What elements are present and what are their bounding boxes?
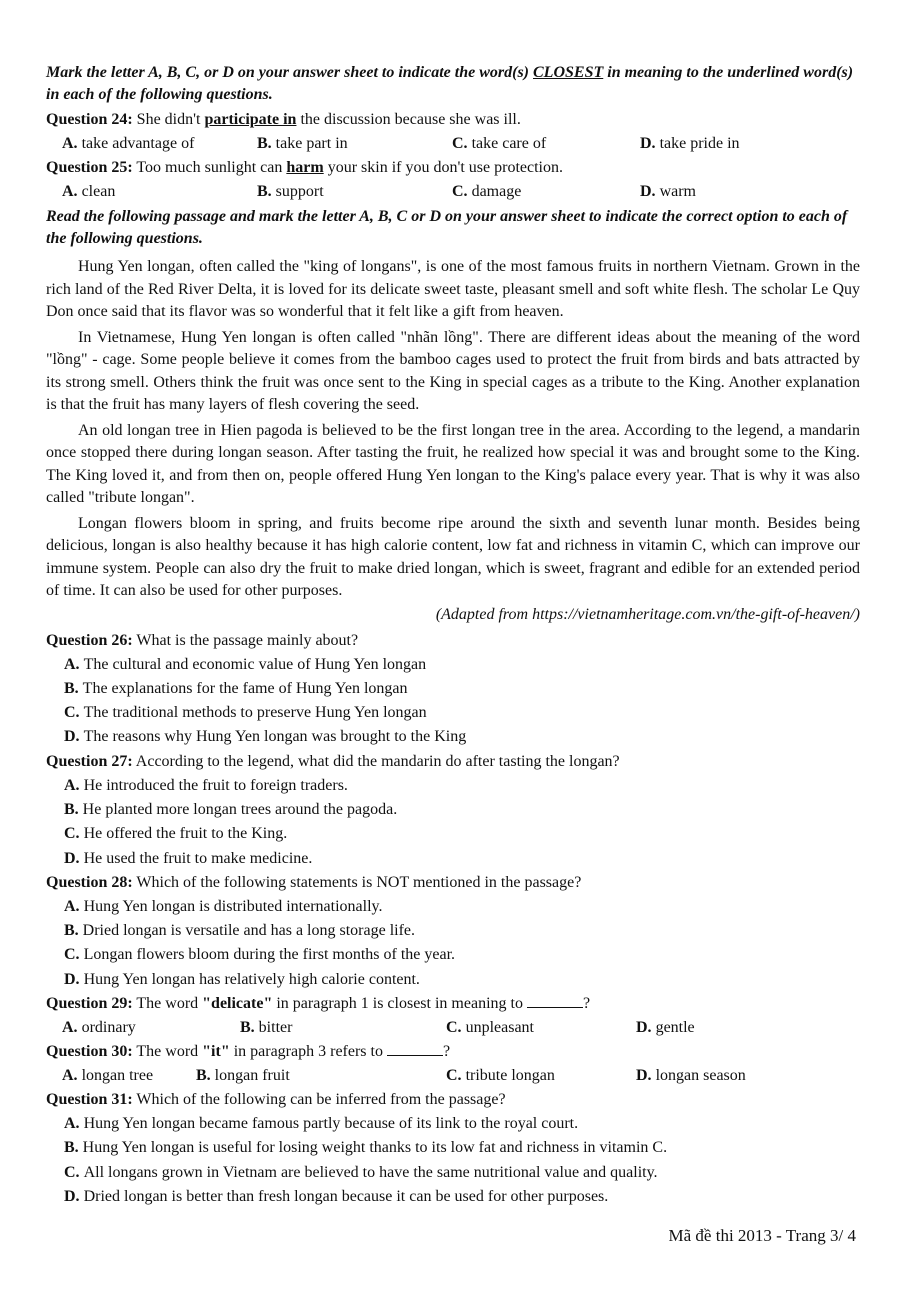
option-text: longan fruit: [214, 1067, 290, 1085]
option-text: gentle: [655, 1019, 695, 1037]
option-key: D.: [640, 183, 656, 200]
passage-paragraph-3: An old longan tree in Hien pagoda is believed to be the first longan tree in the area. According to the legend, a mandarin once stopped there during longan season. After tasting the fruit, he realized how special it was and brought some to the King. The King loved it, and from then on, people offered Hung Yen longan to the King's palace every year. That is why it was also called "tribute longan".: [46, 421, 860, 506]
option-d[interactable]: [636, 1016, 831, 1040]
option-c[interactable]: [46, 701, 860, 725]
question-25-options: [46, 180, 860, 204]
option-a[interactable]: [62, 1064, 196, 1088]
option-c[interactable]: [46, 822, 860, 846]
question-number: Question 31:: [46, 1091, 133, 1109]
option-a[interactable]: [46, 895, 860, 919]
option-d[interactable]: [46, 1185, 860, 1209]
question-mark: ?: [442, 1043, 451, 1061]
option-key: D.: [636, 1067, 652, 1085]
option-text: The traditional methods to preserve Hung Yen longan: [83, 704, 427, 722]
option-d[interactable]: [46, 725, 860, 749]
option-text: Hung Yen longan is distributed internationally.: [83, 897, 383, 915]
option-key: B.: [64, 679, 79, 697]
question-text: the discussion because she was ill.: [296, 111, 521, 128]
option-key: D.: [64, 849, 80, 867]
question-text: Which of the following can be inferred from the passage?: [136, 1091, 506, 1109]
option-key: B.: [196, 1067, 211, 1085]
option-key: B.: [240, 1019, 255, 1037]
option-key: C.: [446, 1067, 462, 1085]
question-26: [46, 629, 860, 653]
option-key: A.: [62, 1019, 78, 1037]
question-mark: ?: [582, 995, 591, 1013]
option-key: D.: [64, 1187, 80, 1205]
question-30-options: [46, 1064, 860, 1088]
option-text: The explanations for the fame of Hung Yen longan: [82, 679, 408, 697]
question-number: Question 27:: [46, 752, 133, 770]
question-text: in paragraph 3 refers to: [229, 1043, 387, 1061]
question-number: Question 25:: [46, 159, 133, 176]
option-text: take pride in: [659, 135, 740, 152]
option-text: Dried longan is versatile and has a long storage life.: [82, 922, 416, 940]
option-a[interactable]: [62, 180, 257, 204]
option-b[interactable]: [46, 798, 860, 822]
option-key: D.: [636, 1019, 652, 1037]
option-key: C.: [64, 946, 80, 964]
question-text: in paragraph 1 is closest in meaning to: [272, 995, 527, 1013]
question-number: Question 29:: [46, 995, 133, 1013]
question-28: [46, 871, 860, 895]
option-key: D.: [640, 135, 656, 152]
option-key: A.: [62, 1067, 78, 1085]
option-text: bitter: [258, 1019, 293, 1037]
option-d[interactable]: [640, 132, 835, 156]
option-text: Dried longan is better than fresh longan because it can be used for other purposes.: [83, 1187, 609, 1205]
page-footer: Mã đề thi 2013 - Trang 3/ 4: [668, 1226, 856, 1245]
question-29-options: [46, 1016, 860, 1040]
question-24-options: [46, 132, 860, 156]
option-text: The cultural and economic value of Hung Yen longan: [83, 655, 427, 673]
option-text: He offered the fruit to the King.: [83, 825, 288, 843]
option-d[interactable]: [46, 847, 860, 871]
question-27: [46, 750, 860, 774]
option-c[interactable]: [446, 1064, 636, 1088]
option-text: He used the fruit to make medicine.: [83, 849, 313, 867]
option-key: A.: [62, 135, 78, 152]
passage: [46, 256, 860, 627]
option-d[interactable]: [640, 180, 835, 204]
option-text: Hung Yen longan has relatively high calorie content.: [83, 970, 420, 988]
option-key: C.: [64, 704, 80, 722]
option-b[interactable]: [196, 1064, 446, 1088]
underlined-phrase: participate in: [204, 111, 297, 128]
question-text: She didn't: [136, 111, 205, 128]
answer-blank: [387, 1041, 443, 1056]
question-text: The word: [136, 1043, 203, 1061]
option-d[interactable]: [636, 1064, 831, 1088]
question-text: Too much sunlight can: [136, 159, 287, 176]
question-24: [46, 108, 860, 132]
option-text: unpleasant: [465, 1019, 534, 1037]
option-b[interactable]: [46, 919, 860, 943]
option-text: He introduced the fruit to foreign traders.: [83, 776, 348, 794]
question-text: your skin if you don't use protection.: [323, 159, 563, 176]
question-number: Question 28:: [46, 873, 133, 891]
option-text: longan season: [655, 1067, 746, 1085]
option-key: D.: [64, 970, 80, 988]
option-text: take advantage of: [81, 135, 195, 152]
option-key: C.: [452, 183, 468, 200]
option-key: C.: [64, 1163, 80, 1181]
option-text: Longan flowers bloom during the first months of the year.: [83, 946, 456, 964]
option-key: B.: [257, 135, 272, 152]
option-key: C.: [452, 135, 468, 152]
option-a[interactable]: [46, 1112, 860, 1136]
option-text: clean: [81, 183, 116, 200]
option-a[interactable]: [62, 1016, 240, 1040]
option-b[interactable]: [257, 180, 452, 204]
passage-source: (Adapted from https://vietnamheritage.com.vn/the-gift-of-heaven/): [435, 605, 860, 623]
question-31: [46, 1088, 860, 1112]
target-word: "delicate": [202, 995, 273, 1013]
option-text: ordinary: [81, 1019, 136, 1037]
question-number: Question 26:: [46, 631, 133, 649]
option-key: A.: [62, 183, 78, 200]
question-30: [46, 1040, 860, 1064]
instruction-text: Mark the letter A, B, C, or D on your answer sheet to indicate the word(s): [46, 64, 533, 81]
answer-blank: [527, 993, 583, 1008]
section1-instruction: [46, 62, 860, 106]
option-b[interactable]: [240, 1016, 446, 1040]
question-number: Question 30:: [46, 1043, 133, 1061]
option-key: B.: [64, 922, 79, 940]
option-text: He planted more longan trees around the pagoda.: [82, 800, 398, 818]
option-b[interactable]: [257, 132, 452, 156]
option-text: damage: [471, 183, 522, 200]
question-text: Which of the following statements is NOT mentioned in the passage?: [136, 873, 582, 891]
option-text: support: [275, 183, 324, 200]
question-25: [46, 156, 860, 180]
option-c[interactable]: [452, 132, 640, 156]
option-text: take care of: [471, 135, 547, 152]
option-text: take part in: [275, 135, 348, 152]
option-c[interactable]: [46, 1161, 860, 1185]
option-key: B.: [257, 183, 272, 200]
option-key: A.: [64, 776, 80, 794]
target-word: "it": [202, 1043, 230, 1061]
option-b[interactable]: [46, 677, 860, 701]
question-number: Question 24:: [46, 111, 133, 128]
option-text: All longans grown in Vietnam are believed to have the same nutritional value and quality.: [83, 1163, 658, 1181]
option-a[interactable]: [62, 132, 257, 156]
option-text: The reasons why Hung Yen longan was brought to the King: [83, 728, 467, 746]
option-text: tribute longan: [465, 1067, 555, 1085]
instruction-text: in meaning to the underlined word(s) in each of the following questions.: [46, 64, 854, 103]
option-text: warm: [659, 183, 696, 200]
option-text: Hung Yen longan is useful for losing weight thanks to its low fat and richness in vitamin C.: [82, 1139, 668, 1157]
question-29: [46, 992, 860, 1016]
option-key: A.: [64, 655, 80, 673]
option-key: B.: [64, 800, 79, 818]
option-text: Hung Yen longan became famous partly because of its link to the royal court.: [83, 1115, 579, 1133]
underlined-phrase: harm: [286, 159, 324, 176]
option-key: D.: [64, 728, 80, 746]
option-d[interactable]: [46, 968, 860, 992]
instruction-keyword: CLOSEST: [533, 64, 604, 81]
question-text: The word: [136, 995, 203, 1013]
passage-paragraph-2: In Vietnamese, Hung Yen longan is often called "nhãn lồng". There are different ideas about the meaning of the word "lồng" - cage. Some people believe it comes from the bamboo cages used to protect the fruit from birds and bats attracted by its strong smell. Others think the fruit was once sent to the King in special cages as a tribute to the King. Another explanation is that the fruit has many layers of flesh covering the seed.: [46, 328, 860, 413]
option-a[interactable]: [46, 774, 860, 798]
option-c[interactable]: [452, 180, 640, 204]
question-text: What is the passage mainly about?: [136, 631, 359, 649]
option-b[interactable]: [46, 1136, 860, 1160]
option-a[interactable]: [46, 653, 860, 677]
option-c[interactable]: [46, 943, 860, 967]
option-c[interactable]: [446, 1016, 636, 1040]
passage-paragraph-1: Hung Yen longan, often called the "king of longans", is one of the most famous fruits in northern Vietnam. Grown in the rich land of the Red River Delta, it is loved for its delicate sweet taste, pleasant smell and soft white flesh. The scholar Le Quy Don once said that its flavor was so wonderful that it felt like a gift from heaven.: [46, 258, 860, 320]
section2-instruction: Read the following passage and mark the letter A, B, C or D on your answer sheet to indicate the correct option to each of the following questions.: [46, 208, 848, 247]
question-text: According to the legend, what did the mandarin do after tasting the longan?: [135, 752, 620, 770]
option-key: C.: [64, 825, 80, 843]
option-key: B.: [64, 1139, 79, 1157]
option-key: A.: [64, 897, 80, 915]
option-key: A.: [64, 1115, 80, 1133]
option-key: C.: [446, 1019, 462, 1037]
passage-paragraph-4: Longan flowers bloom in spring, and fruits become ripe around the sixth and seventh lunar month. Besides being delicious, longan is also healthy because it has high calorie content, low fat and richness in vitamin C, which can improve our immune system. People can also dry the fruit to make dried longan, which is sweet, fragrant and edible for an extended period of time. It can also be used for other purposes.: [46, 514, 860, 599]
option-text: longan tree: [81, 1067, 154, 1085]
